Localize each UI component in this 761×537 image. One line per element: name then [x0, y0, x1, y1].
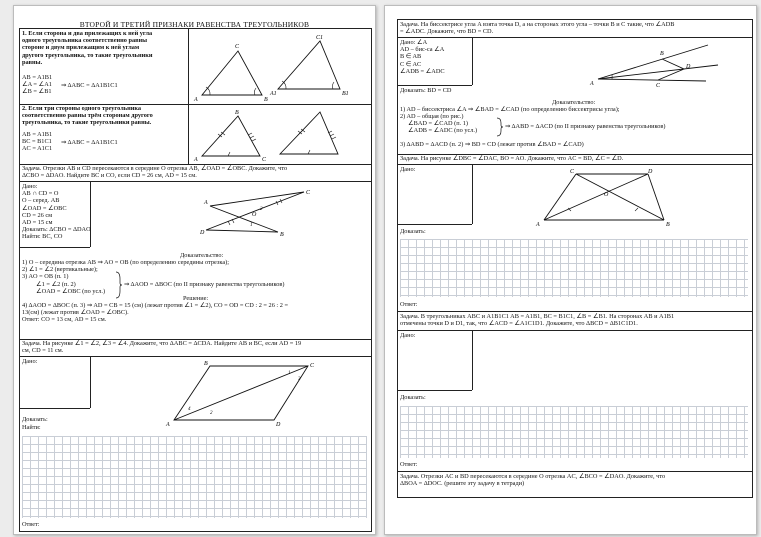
- task-work-area: [398, 164, 752, 312]
- proof-line: 1) O – середина отрезка AB ⇒ AO = OB (по определению середины отрезка);: [22, 259, 229, 266]
- given-line: C ∈ AC: [400, 60, 422, 68]
- result-text: ⇒ ΔABC = ΔA1B1C1: [61, 139, 118, 146]
- prove-line: Доказать: ΔCBO = ΔDAO: [22, 226, 91, 234]
- given-line: ∠A = ∠A1: [22, 81, 52, 89]
- given-label: Дано:: [22, 358, 38, 365]
- proof-line: 2) AD – общая (по рис.): [400, 113, 464, 121]
- svg-text:B: B: [280, 232, 284, 236]
- answer-label: Ответ:: [400, 301, 418, 308]
- rule-line: 2. Если три стороны одного треугольника: [22, 105, 142, 112]
- proof-conclusion: ⇒ ΔAOD = ΔBOC (по II признаку равенства треугольников): [124, 281, 285, 288]
- given-line: AB ∩ CD = O: [22, 190, 59, 198]
- svg-text:C: C: [262, 157, 267, 162]
- given-label: Дано:: [22, 183, 38, 190]
- prove-label: Доказать:: [22, 416, 48, 423]
- proof-line: 1) AD – биссектриса ∠A ⇒ ∠BAD = ∠CAD (по определению биссектрисы угла);: [400, 106, 620, 113]
- given-line: AB = A1B1: [22, 74, 53, 81]
- prove-line: Доказать: BD = CD: [400, 87, 452, 94]
- given-line: AB = A1B1: [22, 131, 53, 138]
- given-line: CD = 26 см: [22, 211, 53, 219]
- proof-line: ∠BAD = ∠CAD (п. 1): [408, 120, 469, 127]
- svg-text:B: B: [264, 97, 268, 103]
- worksheet-page-right: [384, 5, 757, 535]
- sign-three-section: [20, 104, 371, 165]
- svg-text:4: 4: [188, 407, 191, 412]
- task-text: Задача. Отрезки AB и CD пересекаются в середине O отрезка AB, ∠OAD = ∠OBC. Докажите, что: [22, 165, 288, 172]
- find-label: Найти:: [22, 424, 41, 431]
- bisector-figure: [588, 41, 738, 87]
- task-text: ΔCBO = ΔDAO. Найдите BC и CO, если CD = 26 см, AD = 15 см.: [22, 172, 197, 180]
- task-header: [398, 471, 752, 495]
- rule-line: равны.: [22, 58, 43, 66]
- rule-line: 1. Если сторона и два прилежащих к ней угла: [22, 30, 153, 37]
- given-line: AD – бис-са ∠A: [400, 46, 445, 54]
- brace-icon: [115, 271, 123, 299]
- grid-area[interactable]: [22, 436, 367, 518]
- svg-text:A1: A1: [270, 91, 277, 97]
- given-line: ∠OAD = ∠OBC: [22, 204, 67, 212]
- svg-text:O: O: [604, 192, 609, 198]
- parallelogram-figure: [160, 358, 330, 428]
- answer-label: Ответ:: [22, 521, 40, 528]
- svg-text:B: B: [235, 110, 239, 116]
- sign-two-section: [20, 29, 371, 105]
- svg-text:O: O: [252, 212, 257, 218]
- svg-text:A: A: [194, 157, 198, 162]
- task-text: Задача. На биссектрисе угла A взята точка D, а на сторонах этого угла – точки B и C такие, что ∠ADB: [400, 21, 675, 28]
- crossed-triangles-figure: [528, 166, 678, 228]
- svg-text:B: B: [204, 361, 208, 367]
- svg-text:A: A: [590, 81, 594, 87]
- svg-text:1: 1: [250, 223, 253, 228]
- task-header: [20, 339, 371, 357]
- task-text: Задача. На рисунке ∠DBC = ∠DAC, BO = AO. Докажите, что AC = BD, ∠C = ∠D.: [400, 155, 624, 162]
- task-header: [398, 311, 752, 331]
- svg-text:D: D: [686, 64, 691, 70]
- svg-text:B: B: [660, 51, 664, 57]
- svg-text:C: C: [570, 169, 575, 175]
- task-header: [398, 20, 752, 38]
- given-label: Дано:: [400, 332, 416, 339]
- prove-label: Доказать:: [400, 394, 426, 401]
- given-line: ∠ADB = ∠ADC: [400, 67, 445, 75]
- task-header: [20, 164, 371, 182]
- svg-text:D: D: [276, 422, 281, 428]
- proof-line: ∠ADB = ∠ADC (по усл.): [408, 127, 478, 135]
- proof-line: 3) AO = OB (п. 1): [22, 273, 69, 281]
- task-work-area: [398, 330, 752, 472]
- svg-text:B: B: [666, 222, 670, 228]
- svg-text:C: C: [306, 190, 311, 196]
- given-label: Дано: ∠A: [400, 39, 428, 46]
- brace-icon: [496, 117, 504, 137]
- svg-text:1: 1: [288, 371, 291, 376]
- proof-line: 2) ∠1 = ∠2 (вертикальные);: [22, 266, 98, 274]
- svg-text:A: A: [536, 222, 540, 228]
- rule-line: треугольника, то такие треугольники равны.: [22, 119, 152, 127]
- task-solution-section: [398, 37, 752, 155]
- solution-line: 13(см) (лежат против ∠OAD = ∠OBC).: [22, 309, 129, 317]
- worksheet-frame-right: [397, 19, 753, 498]
- page-title: ВТОРОЙ И ТРЕТИЙ ПРИЗНАКИ РАВЕНСТВА ТРЕУГОЛЬНИКОВ: [79, 20, 310, 29]
- grid-area[interactable]: [400, 239, 748, 297]
- svg-text:A: A: [194, 97, 198, 103]
- proof-line: ∠1 = ∠2 (п. 2): [36, 281, 76, 288]
- svg-text:C1: C1: [316, 35, 324, 41]
- svg-text:B1: B1: [342, 91, 349, 97]
- svg-text:D: D: [648, 169, 653, 175]
- worksheet-page-left: [13, 5, 376, 535]
- proof-title: Доказательство:: [552, 99, 596, 106]
- task-text: Задача. В треугольниках ABC и A1B1C1 AB = A1B1, BC = B1C1, ∠B = ∠B1. На сторонах AB и A1B1: [400, 313, 675, 320]
- solution-line: 4) ΔAOD = ΔBOC (п. 3) ⇒ AD = CB = 15 (см) (лежат против ∠1 = ∠2), CO = OD = CD : 2 = 26 : 2 =: [22, 302, 289, 309]
- proof-conclusion: ⇒ ΔABD = ΔACD (по II признаку равенства треугольников): [505, 123, 666, 130]
- task-text: см, CD = 11 см.: [22, 347, 64, 355]
- svg-text:C: C: [310, 363, 315, 369]
- triangles-figure-sign2: [190, 31, 370, 103]
- task-text: Задача. Отрезки AC и BD пересекаются в середине O отрезка AC, ∠BCO = ∠DAO. Докажите, что: [400, 473, 666, 480]
- prove-label: Доказать:: [400, 228, 426, 235]
- rule-line: стороне и двум прилежащим к ней углам: [22, 44, 140, 52]
- given-line: ∠B = ∠B1: [22, 88, 52, 96]
- svg-text:2: 2: [260, 207, 263, 212]
- solution-line: Ответ: CO = 13 см, AD = 15 см.: [22, 316, 107, 324]
- given-line: AD = 15 см: [22, 219, 53, 227]
- svg-text:A: A: [166, 422, 170, 428]
- result-text: ⇒ ΔABC = ΔA1B1C1: [61, 82, 118, 89]
- svg-text:C: C: [656, 83, 661, 87]
- solution-title: Решение:: [183, 295, 209, 302]
- given-line: BC = B1C1: [22, 138, 52, 146]
- grid-area[interactable]: [400, 406, 748, 458]
- task-work-area: [20, 356, 371, 531]
- rule-line: соответственно равны трём сторонам другого: [22, 112, 153, 120]
- segments-figure: [200, 186, 320, 236]
- given-line: O – серед. AB: [22, 197, 60, 205]
- given-label: Дано:: [400, 166, 416, 173]
- svg-text:D: D: [200, 230, 205, 236]
- find-line: Найти: BC, CO: [22, 233, 63, 241]
- proof-title: Доказательство:: [180, 252, 224, 259]
- svg-text:2: 2: [210, 411, 213, 416]
- rule-line: другого треугольника, то такие треугольники: [22, 51, 153, 59]
- proof-line: 3) ΔABD = ΔACD (п. 2) ⇒ BD = CD (лежат против ∠BAD = ∠CAD): [400, 141, 584, 148]
- svg-text:C: C: [235, 44, 240, 50]
- svg-text:3: 3: [298, 377, 301, 382]
- task-text: = ∠ADC. Докажите, что BD = CD.: [400, 28, 494, 36]
- proof-line: ∠OAD = ∠OBC (по усл.): [36, 288, 106, 296]
- task-text: ΔBOA = ΔDOC. (решите эту задачу в тетради): [400, 480, 525, 488]
- triangles-figure-sign3: [190, 106, 370, 162]
- given-line: B ∈ AB: [400, 53, 422, 61]
- rule-line: одного треугольника соответственно равны: [22, 37, 148, 45]
- svg-text:A: A: [204, 200, 208, 206]
- worksheet-frame-left: [19, 28, 372, 532]
- given-line: AC = A1C1: [22, 145, 53, 153]
- answer-label: Ответ:: [400, 461, 418, 468]
- task-solution-section: [20, 181, 371, 340]
- task-text: Задача. На рисунке ∠1 = ∠2, ∠3 = ∠4. Докажите, что ΔABC = ΔCDA. Найдите AB и BC, если AD = 19: [22, 340, 302, 347]
- task-text: отмечены точки D и D1, так, что ∠ACD = ∠A1C1D1. Докажите, что ΔBCD = ΔB1C1D1.: [400, 320, 638, 328]
